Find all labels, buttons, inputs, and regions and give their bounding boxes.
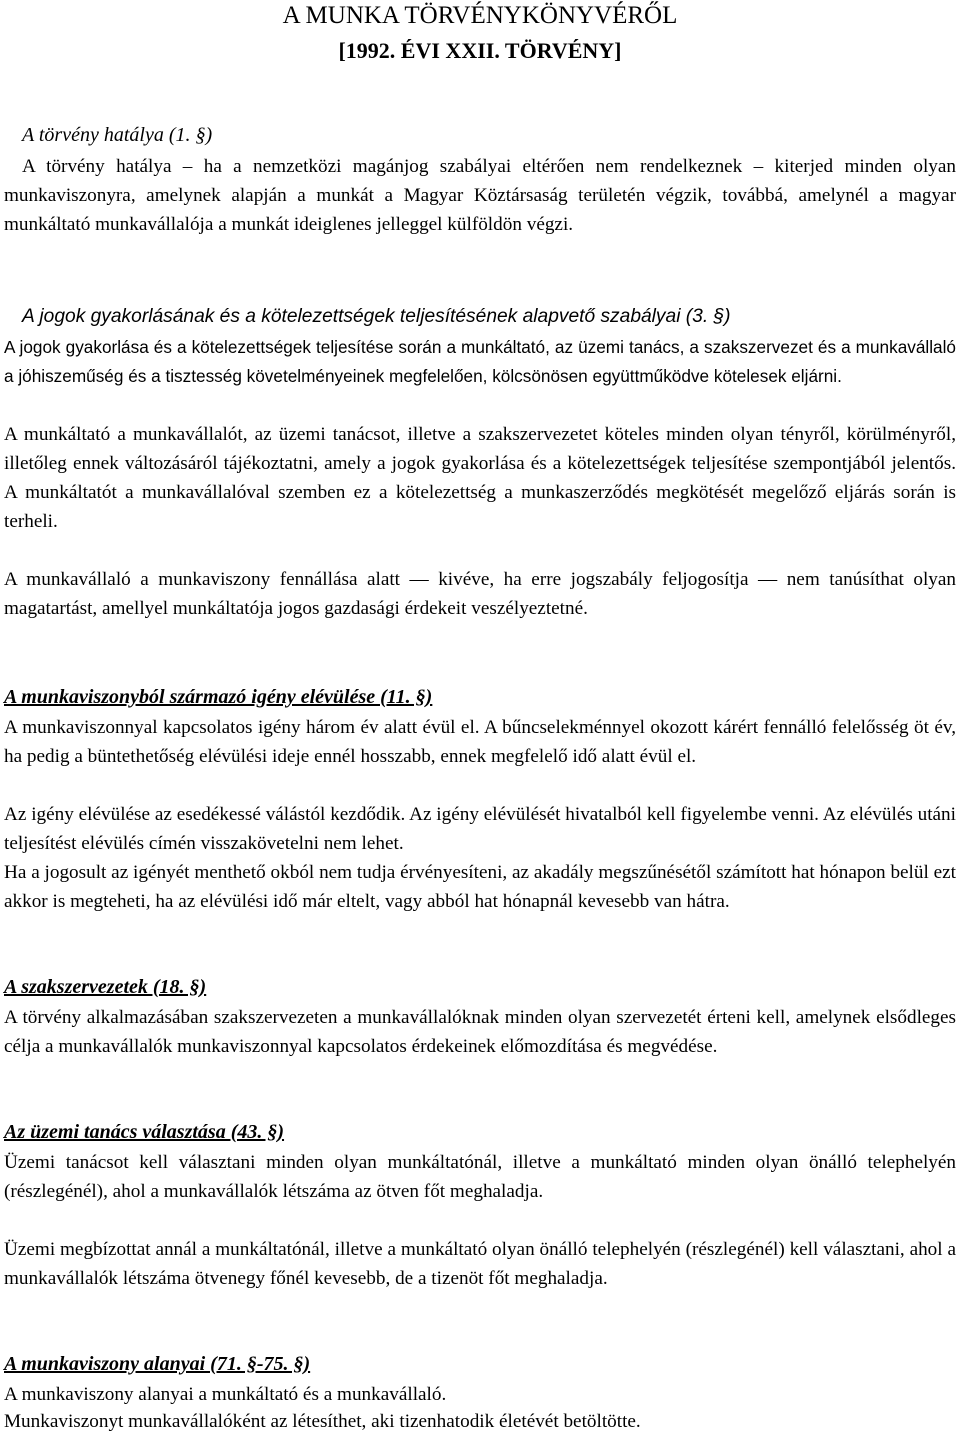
section-heading-hatalya: A törvény hatálya (1. §) xyxy=(22,124,213,146)
paragraph-uzemi-tanacs-1: Üzemi tanácsot kell választani minden olyan munkáltatónál, illetve a munkáltató minden olyan önálló telephelyén (részlegénél), ahol a munkavállalók létszáma az ötven főt meghaladja. xyxy=(4,1152,956,1202)
paragraph-elevules-3: Ha a jogosult az igényét menthető okból nem tudja érvényesíteni, az akadály megszűnésétől számított hat hónapon belül ezt akkor is megteheti, ha az elévülési idő már eltelt, vagy abból hat hónapnál kevesebb van hátra. xyxy=(4,862,956,912)
paragraph-elevules-1: A munkaviszonnyal kapcsolatos igény három év alatt évül el. A bűncselekménnyel okozott kárért fennálló felelősség öt év, ha pedig a büntethetőség elévülési ideje ennél hosszabb, ennek megfelelő idő alatt évül el. xyxy=(4,717,956,767)
section-heading-alanyai: A munkaviszony alanyai (71. §-75. §) xyxy=(4,1353,311,1375)
section-heading-uzemi-tanacs: Az üzemi tanács választása (43. §) xyxy=(4,1121,285,1143)
section-heading-alapveto: A jogok gyakorlásának és a kötelezettségek teljesítésének alapvető szabályai (3. §) xyxy=(22,306,731,327)
section-heading-elevules: A munkaviszonyból származó igény elévülése (11. §) xyxy=(4,686,433,708)
paragraph-alapveto-3: A munkavállaló a munkaviszony fennállása alatt — kivéve, ha erre jogszabály feljogosítja — nem tanúsíthat olyan magatartást, amellyel munkáltatója jogos gazdasági érdekeit veszélyeztetné. xyxy=(4,569,956,619)
paragraph-szakszervezetek-1: A törvény alkalmazásában szakszervezeten a munkavállalóknak minden olyan szervezetét érteni kell, amelynek elsődleges célja a munkavállalók munkaviszonnyal kapcsolatos érdekeinek előmozdítása és megvédése. xyxy=(4,1007,956,1057)
paragraph-uzemi-tanacs-2: Üzemi megbízottat annál a munkáltatónál, illetve a munkáltató olyan önálló telephelyén (részlegénél) kell választani, ahol a munkavállalók létszáma ötvenegy főnél kevesebb, de a tizenöt főt meghaladja. xyxy=(4,1239,956,1289)
paragraph-alanyai-2: Munkaviszonyt munkavállalóként az létesíthet, aki tizenhatodik életévét betöltötte. xyxy=(4,1411,641,1432)
paragraph-alapveto-2: A munkáltató a munkavállalót, az üzemi tanácsot, illetve a szakszervezetet köteles minden olyan tényről, körülményről, illetőleg ennek változásáról tájékoztatni, amely a jogok gyakorlása és a kötelezettségek teljesítése szempontjából jelentős. A munkáltatót a munkavállalóval szemben ez a kötelezettség a munkaszerződés megkötését megelőző eljárás során is terheli. xyxy=(4,424,956,532)
paragraph-hatalya-1: A törvény hatálya – ha a nemzetközi magánjog szabályai eltérően nem rendelkeznek – kiterjed minden olyan munkaviszonyra, amelynek alapján a munkát a Magyar Köztársaság területén végzik, továbbá, amelynél a magyar munkáltató munkavállalója a munkát ideiglenes jelleggel külföldön végzi. xyxy=(4,156,956,235)
paragraph-alapveto-1: A jogok gyakorlása és a kötelezettségek teljesítése során a munkáltató, az üzemi tanács, a szakszervezet és a munkavállaló a jóhiszeműség és a tisztesség követelményeinek megfelelően, kölcsönösen együttműködve kötelesek eljárni. xyxy=(4,337,956,386)
section-heading-szakszervezetek: A szakszervezetek (18. §) xyxy=(4,976,207,998)
paragraph-elevules-2: Az igény elévülése az esedékessé válástól kezdődik. Az igény elévülését hivatalból kell figyelembe venni. Az elévülés utáni teljesítést elévülés címén visszakövetelni nem lehet. xyxy=(4,804,956,854)
document-subtitle: [1992. ÉVI XXII. TÖRVÉNY] xyxy=(338,38,622,63)
paragraph-alanyai-1: A munkaviszony alanyai a munkáltató és a munkavállaló. xyxy=(4,1384,447,1405)
document-title: A MUNKA TÖRVÉNYKÖNYVÉRŐL xyxy=(282,2,678,29)
